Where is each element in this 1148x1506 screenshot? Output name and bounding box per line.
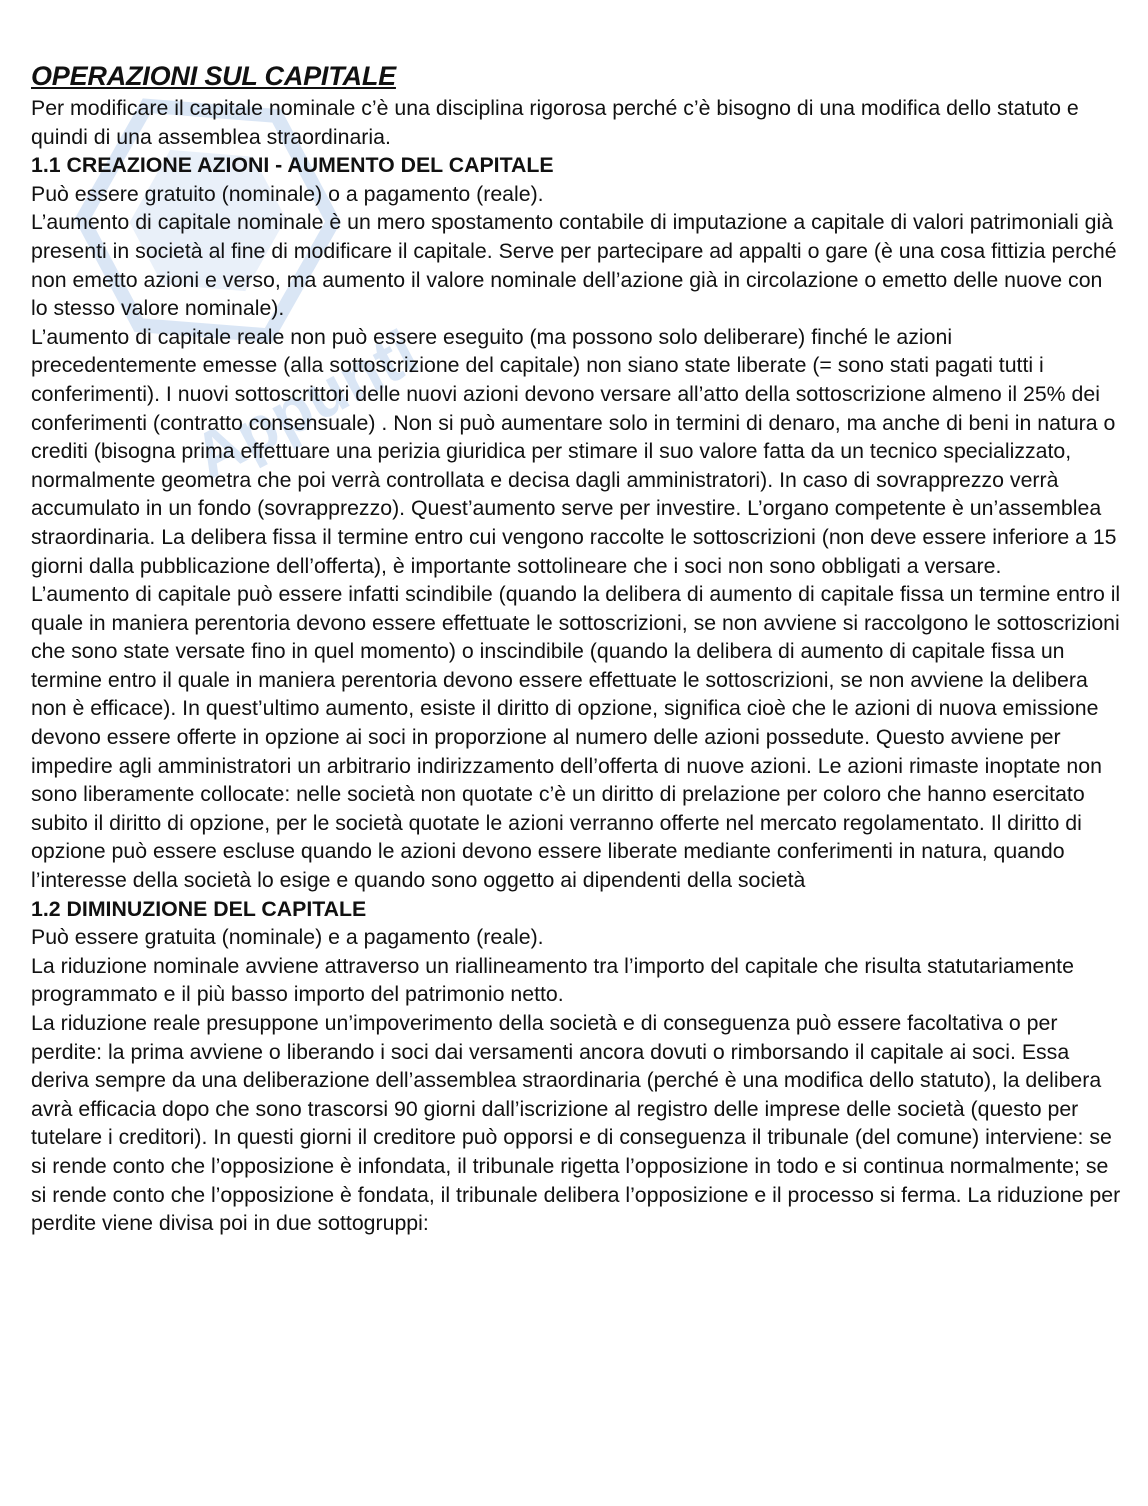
paragraph: La riduzione reale presuppone un’impoverimento della società e di conseguenza può essere facoltativa o per perdite: la prima avviene o liberando i soci dai versamenti ancora dovuti o rimborsando il capitale ai soci. Essa deriva sempre da una deliberazione dell’assemblea straordinaria (perché è una modifica dello statuto), la delibera avrà efficacia dopo che sono trascorsi 90 giorni dall’iscrizione al registro delle imprese delle società (questo per tutelare i creditori). In questi giorni il creditore può opporsi e di conseguenza il tribunale (del comune) interviene: se si rende conto che l’opposizione è infondata, il tribunale rigetta l’opposizione in todo e si continua normalmente; se si rende conto che l’opposizione è fondata, il tribunale delibera l’opposizione e il processo si ferma. La riduzione per perdite viene divisa poi in due sottogruppi: bbox=[31, 1011, 1121, 1236]
paragraph: L’aumento di capitale reale non può essere eseguito (ma possono solo deliberare) finché le azioni precedentemente emesse (alla sottoscrizione del capitale) non siano state liberate (= sono stati pagati tutti i conferimenti). I nuovi sottoscrittori delle nuovi azioni devono versare all’atto della sottoscrizione almeno il 25% dei conferimenti (contratto consensuale) . Non si può aumentare solo in termini di denaro, ma anche di beni in natura o crediti (bisogna prima effettuare una perizia giuridica per stimare il suo valore fatta da un tecnico specializzato, normalmente geometra che poi verrà controllata e decisa dagli amministratori). In caso di sovrapprezzo verrà accumulato in un fondo (sovrapprezzo). Quest’aumento serve per investire. L’organo competente è un’assemblea straordinaria. La delibera fissa il termine entro cui vengono raccolte le sottoscrizioni (non deve essere inferiore a 15 giorni dalla pubblicazione dell’offerta), è importante sottolineare che i soci non sono obbligati a versare. bbox=[31, 324, 1117, 578]
watermark-text: Appunti bbox=[181, 315, 429, 493]
section-heading-aumento: 1.1 CREAZIONE AZIONI - AUMENTO DEL CAPITALE bbox=[31, 153, 554, 178]
document-content bbox=[31, 58, 1121, 1238]
paragraph: Può essere gratuita (nominale) e a pagamento (reale). bbox=[31, 925, 544, 950]
paragraph: L’aumento di capitale nominale è un mero spostamento contabile di imputazione a capitale di valori patrimoniali già presenti in società al fine di modificare il capitale. Serve per partecipare ad appalti o gare (è una cosa fittizia perché non emetto azioni e verso, ma aumento il valore nominale dell’azione già in circolazione o emetto delle nuove con lo stesso valore nominale). bbox=[31, 210, 1117, 321]
paragraph: La riduzione nominale avviene attraverso un riallineamento tra l’importo del capitale che risulta statutariamente programmato e il più basso importo del patrimonio netto. bbox=[31, 953, 1074, 1007]
page-title: OPERAZIONI SUL CAPITALE bbox=[31, 61, 396, 91]
paragraph: Può essere gratuito (nominale) o a pagamento (reale). bbox=[31, 181, 544, 206]
section-heading-diminuzione: 1.2 DIMINUZIONE DEL CAPITALE bbox=[31, 896, 367, 921]
intro-paragraph: Per modificare il capitale nominale c’è una disciplina rigorosa perché c’è bisogno di una modifica dello statuto e quindi di una assemblea straordinaria. bbox=[31, 96, 1079, 149]
paragraph: L’aumento di capitale può essere infatti scindibile (quando la delibera di aumento di capitale fissa un termine entro il quale in maniera perentoria devono essere effettuate le sottoscrizioni, se non avviene si raccolgono le sottoscrizioni che sono state versate fino in quel momento) o inscindibile (quando la delibera di aumento di capitale fissa un termine entro il quale in maniera perentoria devono essere effettuate le sottoscrizioni, se non avviene la delibera non è efficace). In quest’ultimo aumento, esiste il diritto di opzione, significa cioè che le azioni di nuova emissione devono essere offerte in opzione ai soci in proporzione al numero delle azioni possedute. Questo avviene per impedire agli amministratori un arbitrario indirizzamento dell’offerta di nuove azioni. Le azioni rimaste inoptate non sono liberamente collocate: nelle società non quotate c’è un diritto di prelazione per coloro che hanno esercitato subito il diritto di opzione, per le società quotate le azioni verranno offerte nel mercato regolamentato. Il diritto di opzione può essere escluse quando le azioni devono essere liberate mediante conferimenti in natura, quando l’interesse della società lo esige e quando sono oggetto ai dipendenti della società bbox=[31, 582, 1121, 893]
